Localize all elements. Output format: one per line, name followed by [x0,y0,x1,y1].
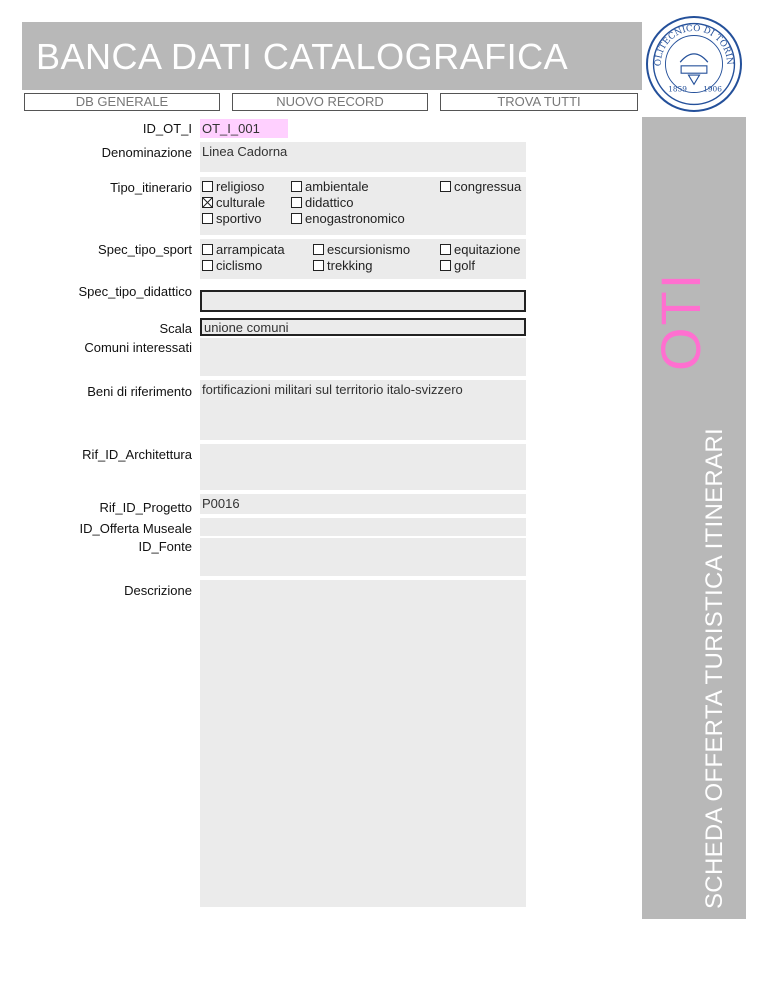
logo-text: OLITECNICO DI TORIN [653,23,735,67]
checkbox-sportivo[interactable] [202,211,262,226]
checkbox-congressuale[interactable] [440,179,526,194]
spec-tipo-didattico-label: Spec_tipo_didattico [78,284,192,299]
checkbox-box-icon[interactable] [291,213,302,224]
checkbox-ciclismo[interactable] [202,258,262,273]
checkbox-label: congressua [454,179,522,194]
id-ot-label: ID_OT_I [142,121,192,136]
side-panel-subtitle: SCHEDA OFFERTA TURISTICA ITINERARI [701,428,728,909]
beni-riferimento-label: Beni di riferimento [87,384,192,399]
checkbox-label: trekking [327,258,373,273]
checkbox-label: arrampicata [216,242,285,257]
checkbox-culturale[interactable] [202,195,265,210]
nuovo-record-button[interactable]: NUOVO RECORD [232,93,428,111]
rif-id-architettura-label: Rif_ID_Architettura [82,447,192,462]
checkbox-box-icon[interactable] [202,244,213,255]
checkbox-box-icon[interactable] [291,197,302,208]
checkbox-box-icon[interactable] [202,260,213,271]
politecnico-logo [646,16,742,112]
checkbox-golf[interactable] [440,258,475,273]
comuni-interessati-label: Comuni interessati [84,340,192,355]
checkbox-religioso[interactable] [202,179,264,194]
checkbox-box-icon[interactable] [202,181,213,192]
checkbox-label: equitazione [454,242,521,257]
checkbox-label: religioso [216,179,265,194]
checkbox-label: ciclismo [216,258,263,273]
denominazione-field[interactable]: Linea Cadorna [200,142,526,172]
rif-id-progetto-field[interactable]: P0016 [200,494,526,514]
checkbox-box-icon[interactable] [440,260,451,271]
id-fonte-field[interactable] [200,538,526,576]
db-generale-button[interactable]: DB GENERALE [24,93,220,111]
checkbox-label: golf [454,258,475,273]
descrizione-field[interactable] [200,580,526,907]
side-panel-code: OTI [649,271,712,371]
beni-riferimento-field[interactable]: fortificazioni militari sul territorio italo-svizzero [200,380,526,440]
side-panel [642,117,746,919]
spec-tipo-didattico-field[interactable] [200,290,526,312]
checkbox-box-icon[interactable] [313,260,324,271]
checkbox-label: escursionismo [327,242,411,257]
header-bar [22,22,642,90]
denominazione-label: Denominazione [101,145,192,160]
comuni-interessati-field[interactable] [200,338,526,376]
scala-field[interactable]: unione comuni [200,318,526,336]
checkbox-label: ambientale [305,179,369,194]
id-offerta-museale-field[interactable] [200,518,526,536]
rif-id-architettura-field[interactable] [200,444,526,490]
scala-label: Scala [159,321,192,336]
checkbox-label: enogastronomico [305,211,405,226]
checked-box-icon[interactable] [202,197,213,208]
checkbox-box-icon[interactable] [313,244,324,255]
checkbox-equitazione[interactable] [440,242,526,257]
checkbox-box-icon[interactable] [440,181,451,192]
checkbox-box-icon[interactable] [291,181,302,192]
checkbox-ambientale[interactable] [291,179,369,194]
spec-tipo-sport-label: Spec_tipo_sport [98,242,192,257]
trova-tutti-button[interactable]: TROVA TUTTI [440,93,638,111]
checkbox-label: sportivo [216,211,262,226]
svg-text:POLITECNICO DI TORINO [648,18,734,66]
descrizione-label: Descrizione [124,583,192,598]
rif-id-progetto-label: Rif_ID_Progetto [99,500,192,515]
id-fonte-label: ID_Fonte [138,539,192,554]
checkbox-box-icon[interactable] [202,213,213,224]
checkbox-arrampicata[interactable] [202,242,285,257]
app-title: BANCA DATI CATALOGRAFICA [36,36,569,77]
checkbox-label: culturale [216,195,266,210]
checkbox-label: didattico [305,195,354,210]
id-offerta-museale-label: ID_Offerta Museale [79,521,192,536]
checkbox-escursionismo[interactable] [313,242,410,257]
checkbox-enogastronomico[interactable] [291,211,405,226]
id-ot-field[interactable]: OT_I_001 [200,119,288,138]
logo-year-right: 1906 [703,84,722,94]
checkbox-didattico[interactable] [291,195,353,210]
logo-year-left: 1859 [668,84,687,94]
tipo-itinerario-label: Tipo_itinerario [110,180,192,195]
checkbox-trekking[interactable] [313,258,373,273]
checkbox-box-icon[interactable] [440,244,451,255]
